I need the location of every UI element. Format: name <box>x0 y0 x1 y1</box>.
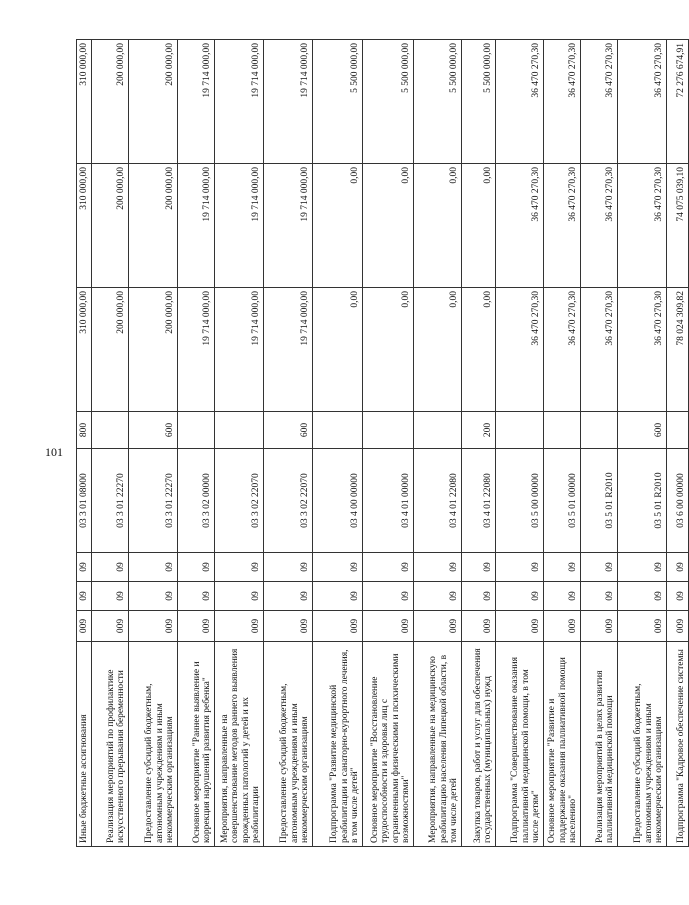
row-sum-3: 36 470 270,30 <box>544 40 581 164</box>
row-vr <box>178 412 215 449</box>
row-sum-3: 5 500 000,00 <box>313 40 363 164</box>
table-body <box>77 40 689 847</box>
row-vr: 600 <box>264 412 313 449</box>
row-sum-3: 5 500 000,00 <box>363 40 414 164</box>
row-rz: 09 <box>462 582 496 611</box>
row-rz: 09 <box>264 582 313 611</box>
table-row <box>77 40 92 847</box>
row-pr: 09 <box>178 553 215 582</box>
row-sum-3: 5 500 000,00 <box>414 40 462 164</box>
row-name: Реализация мероприятий по профилактике искусственного прерывания беременности <box>92 642 129 847</box>
row-name: Основное мероприятие "Раннее выявление и коррекция нарушений развития ребенка" <box>178 642 215 847</box>
row-rz: 09 <box>178 582 215 611</box>
row-pr: 09 <box>667 553 689 582</box>
row-sum-2: 0,00 <box>363 164 414 288</box>
row-ved: 009 <box>618 611 667 642</box>
row-name: Подпрограмма "Развитие медицинской реабилитации и санаторно-курортного лечения, в том числе детей" <box>313 642 363 847</box>
row-ved: 009 <box>129 611 178 642</box>
row-csr: 03 5 01 R2010 <box>581 449 618 553</box>
row-csr: 03 3 01 08000 <box>77 449 92 553</box>
table-row <box>581 40 618 847</box>
row-sum-1: 36 470 270,30 <box>618 288 667 412</box>
table-row <box>215 40 264 847</box>
row-vr <box>544 412 581 449</box>
row-sum-2: 0,00 <box>313 164 363 288</box>
row-pr: 09 <box>264 553 313 582</box>
row-pr: 09 <box>313 553 363 582</box>
row-sum-1: 19 714 000,00 <box>215 288 264 412</box>
budget-table-container <box>76 40 687 847</box>
row-csr: 03 3 01 22270 <box>129 449 178 553</box>
row-sum-2: 36 470 270,30 <box>618 164 667 288</box>
row-sum-3: 36 470 270,30 <box>581 40 618 164</box>
row-sum-2: 0,00 <box>462 164 496 288</box>
row-name: Предоставление субсидий бюджетным, автономным учреждениям и иным некоммерческим организациям <box>264 642 313 847</box>
row-sum-1: 200 000,00 <box>129 288 178 412</box>
row-sum-2: 200 000,00 <box>92 164 129 288</box>
table-row <box>92 40 129 847</box>
row-csr: 03 5 01 00000 <box>544 449 581 553</box>
row-name: Подпрограмма "Совершенствование оказания паллиативной медицинской помощи, в том числе детям" <box>496 642 544 847</box>
row-vr <box>363 412 414 449</box>
row-rz: 09 <box>618 582 667 611</box>
row-name: Предоставление субсидий бюджетным, автономным учреждениям и иным некоммерческим организациям <box>618 642 667 847</box>
row-sum-3: 5 500 000,00 <box>462 40 496 164</box>
table-row <box>496 40 544 847</box>
row-name: Иные бюджетные ассигнования <box>77 642 92 847</box>
table-row <box>544 40 581 847</box>
row-name: Предоставление субсидий бюджетным, автономным учреждениям и иным некоммерческим организациям <box>129 642 178 847</box>
row-csr: 03 6 00 00000 <box>667 449 689 553</box>
row-sum-1: 19 714 000,00 <box>178 288 215 412</box>
row-ved: 009 <box>363 611 414 642</box>
page-number: 101 <box>45 445 63 459</box>
row-rz: 09 <box>581 582 618 611</box>
row-csr: 03 4 01 00000 <box>363 449 414 553</box>
row-sum-2: 36 470 270,30 <box>544 164 581 288</box>
row-rz: 09 <box>544 582 581 611</box>
row-sum-3: 19 714 000,00 <box>264 40 313 164</box>
row-sum-3: 72 276 674,91 <box>667 40 689 164</box>
row-rz: 09 <box>363 582 414 611</box>
row-pr: 09 <box>414 553 462 582</box>
row-rz: 09 <box>92 582 129 611</box>
row-name: Мероприятия, направленные на совершенствование методов раннего выявления врожденных патологий у детей и их реабилитации <box>215 642 264 847</box>
row-sum-1: 36 470 270,30 <box>544 288 581 412</box>
table-row <box>313 40 363 847</box>
row-csr: 03 3 01 22270 <box>92 449 129 553</box>
row-ved: 009 <box>77 611 92 642</box>
table-row <box>414 40 462 847</box>
row-sum-2: 19 714 000,00 <box>264 164 313 288</box>
row-csr: 03 3 02 00000 <box>178 449 215 553</box>
row-sum-1: 0,00 <box>363 288 414 412</box>
table-row <box>667 40 689 847</box>
row-name: Мероприятия, направленные на медицинскую реабилитацию населения Липецкой области, в том числе детей <box>414 642 462 847</box>
row-sum-3: 19 714 000,00 <box>215 40 264 164</box>
row-vr: 200 <box>462 412 496 449</box>
row-vr <box>92 412 129 449</box>
row-vr <box>667 412 689 449</box>
row-sum-2: 74 075 039,10 <box>667 164 689 288</box>
row-sum-2: 36 470 270,30 <box>496 164 544 288</box>
row-csr: 03 3 02 22070 <box>264 449 313 553</box>
row-sum-3: 36 470 270,30 <box>496 40 544 164</box>
row-sum-2: 19 714 000,00 <box>178 164 215 288</box>
row-ved: 009 <box>92 611 129 642</box>
row-sum-1: 19 714 000,00 <box>264 288 313 412</box>
row-sum-1: 36 470 270,30 <box>581 288 618 412</box>
row-vr <box>581 412 618 449</box>
row-sum-2: 200 000,00 <box>129 164 178 288</box>
row-sum-1: 78 024 309,82 <box>667 288 689 412</box>
row-ved: 009 <box>264 611 313 642</box>
table-row <box>462 40 496 847</box>
row-vr: 800 <box>77 412 92 449</box>
row-sum-3: 19 714 000,00 <box>178 40 215 164</box>
row-vr: 600 <box>618 412 667 449</box>
row-ved: 009 <box>414 611 462 642</box>
row-sum-2: 0,00 <box>414 164 462 288</box>
row-pr: 09 <box>92 553 129 582</box>
row-sum-1: 310 000,00 <box>77 288 92 412</box>
row-sum-3: 200 000,00 <box>92 40 129 164</box>
row-pr: 09 <box>618 553 667 582</box>
row-name: Основное мероприятие "Восстановление трудоспособности и здоровья лиц с ограниченными физическими и психическими возможностями" <box>363 642 414 847</box>
table-row <box>264 40 313 847</box>
row-csr: 03 5 00 00000 <box>496 449 544 553</box>
row-rz: 09 <box>313 582 363 611</box>
row-name: Реализация мероприятий в целях развития паллиативной медицинской помощи <box>581 642 618 847</box>
row-vr <box>414 412 462 449</box>
row-vr <box>313 412 363 449</box>
row-sum-3: 310 000,00 <box>77 40 92 164</box>
row-ved: 009 <box>544 611 581 642</box>
row-rz: 09 <box>414 582 462 611</box>
row-sum-2: 36 470 270,30 <box>581 164 618 288</box>
row-ved: 009 <box>178 611 215 642</box>
row-pr: 09 <box>581 553 618 582</box>
row-name: Основное мероприятие "Развитие и поддержание оказания паллиативной помощи населению" <box>544 642 581 847</box>
row-csr: 03 4 01 22080 <box>462 449 496 553</box>
row-pr: 09 <box>496 553 544 582</box>
row-rz: 09 <box>129 582 178 611</box>
row-sum-2: 310 000,00 <box>77 164 92 288</box>
row-sum-1: 0,00 <box>414 288 462 412</box>
row-rz: 09 <box>667 582 689 611</box>
row-ved: 009 <box>462 611 496 642</box>
table-row <box>129 40 178 847</box>
row-vr <box>215 412 264 449</box>
row-name: Подпрограмма "Кадровое обеспечение системы <box>667 642 689 847</box>
row-sum-1: 0,00 <box>462 288 496 412</box>
row-name: Закупка товаров, работ и услуг для обеспечения государственных (муниципальных) нужд <box>462 642 496 847</box>
row-pr: 09 <box>77 553 92 582</box>
row-pr: 09 <box>363 553 414 582</box>
row-csr: 03 5 01 R2010 <box>618 449 667 553</box>
row-pr: 09 <box>544 553 581 582</box>
row-sum-1: 0,00 <box>313 288 363 412</box>
row-rz: 09 <box>77 582 92 611</box>
budget-table <box>76 39 689 847</box>
row-ved: 009 <box>215 611 264 642</box>
row-pr: 09 <box>129 553 178 582</box>
row-rz: 09 <box>496 582 544 611</box>
row-sum-2: 19 714 000,00 <box>215 164 264 288</box>
row-pr: 09 <box>215 553 264 582</box>
row-ved: 009 <box>667 611 689 642</box>
table-row <box>178 40 215 847</box>
row-vr <box>496 412 544 449</box>
row-ved: 009 <box>313 611 363 642</box>
row-sum-1: 36 470 270,30 <box>496 288 544 412</box>
row-sum-3: 200 000,00 <box>129 40 178 164</box>
table-row <box>618 40 667 847</box>
row-sum-1: 200 000,00 <box>92 288 129 412</box>
row-pr: 09 <box>462 553 496 582</box>
row-csr: 03 4 00 00000 <box>313 449 363 553</box>
row-csr: 03 3 02 22070 <box>215 449 264 553</box>
row-rz: 09 <box>215 582 264 611</box>
row-vr: 600 <box>129 412 178 449</box>
row-ved: 009 <box>496 611 544 642</box>
row-ved: 009 <box>581 611 618 642</box>
row-csr: 03 4 01 22080 <box>414 449 462 553</box>
row-sum-3: 36 470 270,30 <box>618 40 667 164</box>
table-row <box>363 40 414 847</box>
